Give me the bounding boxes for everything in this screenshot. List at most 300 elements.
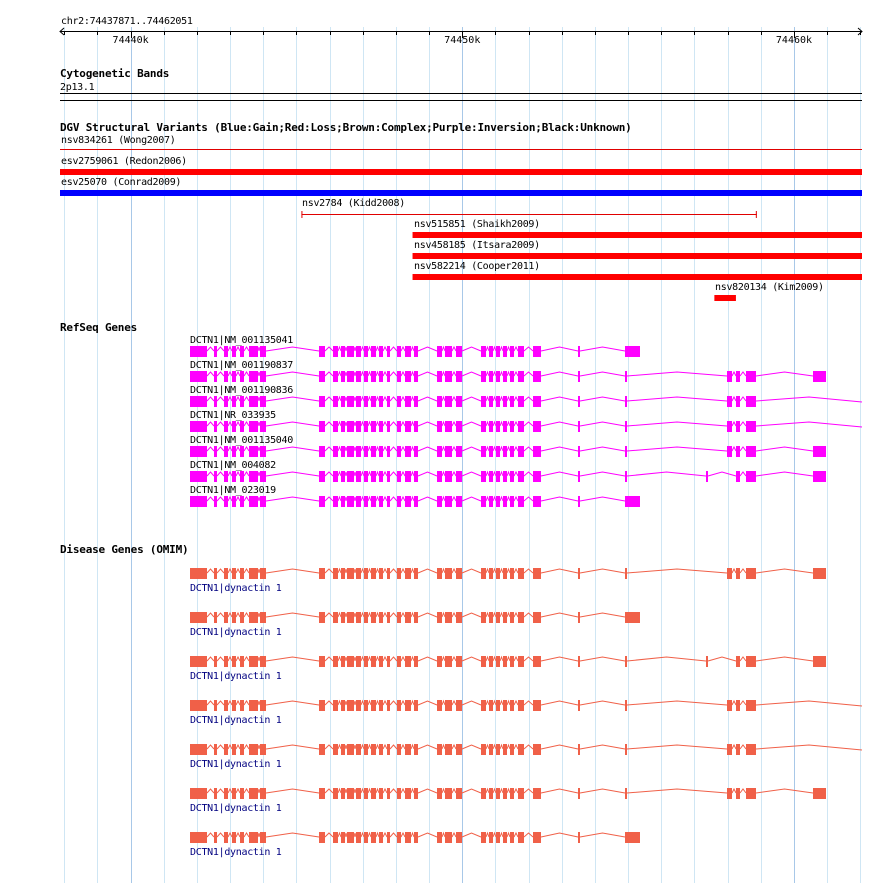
exon[interactable] (625, 471, 627, 482)
exon[interactable] (578, 471, 580, 482)
exon[interactable] (387, 371, 390, 382)
exon[interactable] (405, 612, 411, 623)
exon[interactable] (260, 346, 266, 357)
exon[interactable] (578, 832, 580, 843)
exon[interactable] (456, 788, 462, 799)
exon[interactable] (437, 744, 442, 755)
exon[interactable] (437, 396, 442, 407)
exon[interactable] (232, 396, 236, 407)
exon[interactable] (356, 346, 361, 357)
omim-feature-label[interactable]: DCTN1|dynactin 1 (190, 583, 282, 594)
exon[interactable] (456, 612, 462, 623)
exon[interactable] (387, 656, 390, 667)
exon[interactable] (397, 396, 401, 407)
exon[interactable] (347, 496, 354, 507)
exon[interactable] (533, 446, 541, 457)
exon[interactable] (249, 446, 258, 457)
exon[interactable] (347, 744, 354, 755)
exon[interactable] (503, 346, 507, 357)
exon[interactable] (214, 744, 217, 755)
exon[interactable] (489, 832, 493, 843)
exon[interactable] (232, 371, 236, 382)
exon[interactable] (260, 568, 266, 579)
exon[interactable] (333, 446, 338, 457)
refseq-transcript-glyph[interactable] (0, 469, 890, 483)
exon[interactable] (379, 788, 383, 799)
exon[interactable] (578, 346, 580, 357)
exon[interactable] (489, 471, 493, 482)
exon[interactable] (405, 421, 411, 432)
exon[interactable] (445, 788, 452, 799)
exon[interactable] (510, 471, 514, 482)
exon[interactable] (727, 371, 732, 382)
exon[interactable] (371, 744, 376, 755)
exon[interactable] (333, 656, 338, 667)
dgv-variant-glyph[interactable] (0, 251, 890, 261)
exon[interactable] (260, 396, 266, 407)
exon[interactable] (371, 496, 376, 507)
exon[interactable] (533, 568, 541, 579)
exon[interactable] (437, 421, 442, 432)
exon[interactable] (379, 656, 383, 667)
exon[interactable] (736, 396, 740, 407)
exon[interactable] (625, 568, 627, 579)
exon[interactable] (510, 700, 514, 711)
exon[interactable] (437, 371, 442, 382)
exon[interactable] (240, 700, 244, 711)
exon[interactable] (445, 471, 452, 482)
exon[interactable] (224, 568, 228, 579)
exon[interactable] (456, 496, 462, 507)
exon[interactable] (249, 832, 258, 843)
exon[interactable] (414, 421, 418, 432)
exon[interactable] (341, 612, 345, 623)
exon[interactable] (333, 832, 338, 843)
exon[interactable] (333, 371, 338, 382)
exon[interactable] (333, 496, 338, 507)
exon[interactable] (578, 421, 580, 432)
exon[interactable] (414, 346, 418, 357)
exon[interactable] (736, 421, 740, 432)
exon[interactable] (813, 371, 826, 382)
exon[interactable] (224, 471, 228, 482)
exon[interactable] (356, 396, 361, 407)
exon[interactable] (456, 656, 462, 667)
exon[interactable] (214, 396, 217, 407)
exon[interactable] (489, 788, 493, 799)
variant-bar[interactable] (714, 295, 736, 301)
exon[interactable] (445, 421, 452, 432)
exon[interactable] (518, 788, 524, 799)
exon[interactable] (249, 496, 258, 507)
exon[interactable] (341, 656, 345, 667)
exon[interactable] (347, 346, 354, 357)
exon[interactable] (510, 421, 514, 432)
exon[interactable] (578, 568, 580, 579)
refseq-transcript-label[interactable]: DCTN1|NR_033935 (190, 410, 276, 421)
exon[interactable] (414, 788, 418, 799)
exon[interactable] (405, 700, 411, 711)
exon[interactable] (727, 700, 732, 711)
exon[interactable] (405, 496, 411, 507)
exon[interactable] (379, 496, 383, 507)
exon[interactable] (578, 396, 580, 407)
omim-feature-glyph[interactable] (0, 610, 890, 624)
exon[interactable] (481, 568, 486, 579)
exon[interactable] (260, 371, 266, 382)
exon[interactable] (481, 346, 486, 357)
omim-feature-glyph[interactable] (0, 742, 890, 756)
exon[interactable] (481, 371, 486, 382)
exon[interactable] (397, 346, 401, 357)
exon[interactable] (503, 744, 507, 755)
exon[interactable] (625, 744, 627, 755)
exon[interactable] (224, 371, 228, 382)
exon[interactable] (387, 446, 390, 457)
exon[interactable] (240, 832, 244, 843)
exon[interactable] (456, 396, 462, 407)
exon[interactable] (496, 744, 500, 755)
exon[interactable] (746, 788, 756, 799)
exon[interactable] (746, 396, 756, 407)
refseq-transcript-label[interactable]: DCTN1|NM_001135041 (190, 335, 293, 346)
exon[interactable] (496, 396, 500, 407)
exon[interactable] (240, 421, 244, 432)
exon[interactable] (503, 832, 507, 843)
exon[interactable] (364, 832, 368, 843)
exon[interactable] (625, 371, 627, 382)
exon[interactable] (214, 446, 217, 457)
exon[interactable] (224, 496, 228, 507)
exon[interactable] (387, 568, 390, 579)
exon[interactable] (746, 471, 756, 482)
exon[interactable] (518, 471, 524, 482)
exon[interactable] (489, 396, 493, 407)
exon[interactable] (214, 788, 217, 799)
exon[interactable] (190, 788, 207, 799)
exon[interactable] (260, 496, 266, 507)
exon[interactable] (518, 396, 524, 407)
exon[interactable] (405, 788, 411, 799)
exon[interactable] (379, 371, 383, 382)
exon[interactable] (489, 496, 493, 507)
exon[interactable] (437, 788, 442, 799)
exon[interactable] (481, 446, 486, 457)
exon[interactable] (445, 656, 452, 667)
exon[interactable] (356, 421, 361, 432)
exon[interactable] (260, 700, 266, 711)
exon[interactable] (445, 832, 452, 843)
exon[interactable] (746, 446, 756, 457)
exon[interactable] (813, 656, 826, 667)
exon[interactable] (625, 832, 640, 843)
exon[interactable] (437, 568, 442, 579)
exon[interactable] (533, 371, 541, 382)
exon[interactable] (371, 471, 376, 482)
exon[interactable] (249, 568, 258, 579)
exon[interactable] (364, 371, 368, 382)
exon[interactable] (214, 832, 217, 843)
exon[interactable] (736, 568, 740, 579)
exon[interactable] (319, 396, 325, 407)
exon[interactable] (214, 346, 217, 357)
exon[interactable] (706, 656, 708, 667)
exon[interactable] (387, 496, 390, 507)
exon[interactable] (414, 471, 418, 482)
omim-feature-glyph[interactable] (0, 566, 890, 580)
exon[interactable] (341, 396, 345, 407)
exon[interactable] (260, 446, 266, 457)
exon[interactable] (356, 568, 361, 579)
exon[interactable] (496, 446, 500, 457)
exon[interactable] (364, 612, 368, 623)
exon[interactable] (518, 612, 524, 623)
exon[interactable] (813, 788, 826, 799)
exon[interactable] (456, 568, 462, 579)
exon[interactable] (214, 612, 217, 623)
exon[interactable] (578, 371, 580, 382)
exon[interactable] (341, 788, 345, 799)
exon[interactable] (341, 744, 345, 755)
exon[interactable] (341, 496, 345, 507)
exon[interactable] (445, 612, 452, 623)
exon[interactable] (240, 496, 244, 507)
exon[interactable] (249, 421, 258, 432)
exon[interactable] (736, 656, 740, 667)
exon[interactable] (379, 612, 383, 623)
exon[interactable] (518, 832, 524, 843)
exon[interactable] (379, 832, 383, 843)
exon[interactable] (224, 396, 228, 407)
exon[interactable] (533, 788, 541, 799)
exon[interactable] (364, 396, 368, 407)
exon[interactable] (405, 446, 411, 457)
exon[interactable] (387, 396, 390, 407)
exon[interactable] (341, 568, 345, 579)
exon[interactable] (533, 656, 541, 667)
exon[interactable] (533, 421, 541, 432)
exon[interactable] (727, 788, 732, 799)
exon[interactable] (240, 656, 244, 667)
exon[interactable] (414, 612, 418, 623)
exon[interactable] (371, 346, 376, 357)
exon[interactable] (240, 371, 244, 382)
exon[interactable] (371, 832, 376, 843)
exon[interactable] (356, 788, 361, 799)
refseq-transcript-glyph[interactable] (0, 419, 890, 433)
exon[interactable] (333, 346, 338, 357)
omim-feature-glyph[interactable] (0, 698, 890, 712)
exon[interactable] (341, 832, 345, 843)
exon[interactable] (364, 568, 368, 579)
exon[interactable] (319, 700, 325, 711)
exon[interactable] (224, 612, 228, 623)
exon[interactable] (397, 371, 401, 382)
exon[interactable] (625, 446, 627, 457)
dgv-variant-label[interactable]: nsv2784 (Kidd2008) (302, 198, 405, 209)
omim-feature-label[interactable]: DCTN1|dynactin 1 (190, 759, 282, 770)
exon[interactable] (533, 744, 541, 755)
exon[interactable] (533, 612, 541, 623)
exon[interactable] (481, 788, 486, 799)
exon[interactable] (319, 612, 325, 623)
exon[interactable] (706, 471, 708, 482)
exon[interactable] (578, 744, 580, 755)
exon[interactable] (510, 371, 514, 382)
exon[interactable] (510, 496, 514, 507)
exon[interactable] (489, 744, 493, 755)
exon[interactable] (746, 568, 756, 579)
exon[interactable] (364, 421, 368, 432)
exon[interactable] (533, 832, 541, 843)
exon[interactable] (319, 421, 325, 432)
exon[interactable] (489, 446, 493, 457)
exon[interactable] (445, 700, 452, 711)
exon[interactable] (578, 656, 580, 667)
exon[interactable] (232, 788, 236, 799)
exon[interactable] (736, 788, 740, 799)
exon[interactable] (224, 656, 228, 667)
exon[interactable] (341, 346, 345, 357)
exon[interactable] (496, 700, 500, 711)
exon[interactable] (481, 421, 486, 432)
exon[interactable] (533, 346, 541, 357)
exon[interactable] (190, 568, 207, 579)
exon[interactable] (319, 656, 325, 667)
exon[interactable] (518, 744, 524, 755)
exon[interactable] (232, 568, 236, 579)
exon[interactable] (260, 744, 266, 755)
exon[interactable] (727, 446, 732, 457)
dgv-variant-glyph[interactable] (0, 167, 890, 177)
exon[interactable] (379, 346, 383, 357)
exon[interactable] (405, 568, 411, 579)
exon[interactable] (240, 612, 244, 623)
exon[interactable] (437, 346, 442, 357)
exon[interactable] (249, 396, 258, 407)
exon[interactable] (496, 471, 500, 482)
exon[interactable] (260, 788, 266, 799)
exon[interactable] (503, 496, 507, 507)
exon[interactable] (456, 744, 462, 755)
exon[interactable] (503, 568, 507, 579)
exon[interactable] (190, 744, 207, 755)
exon[interactable] (813, 446, 826, 457)
exon[interactable] (727, 744, 732, 755)
exon[interactable] (356, 496, 361, 507)
exon[interactable] (736, 700, 740, 711)
exon[interactable] (319, 832, 325, 843)
omim-feature-label[interactable]: DCTN1|dynactin 1 (190, 803, 282, 814)
exon[interactable] (371, 568, 376, 579)
exon[interactable] (510, 346, 514, 357)
exon[interactable] (496, 496, 500, 507)
exon[interactable] (503, 421, 507, 432)
exon[interactable] (533, 471, 541, 482)
exon[interactable] (347, 700, 354, 711)
exon[interactable] (232, 421, 236, 432)
exon[interactable] (190, 421, 207, 432)
exon[interactable] (727, 421, 732, 432)
exon[interactable] (510, 568, 514, 579)
exon[interactable] (333, 421, 338, 432)
exon[interactable] (379, 700, 383, 711)
exon[interactable] (533, 700, 541, 711)
exon[interactable] (445, 496, 452, 507)
exon[interactable] (364, 700, 368, 711)
exon[interactable] (214, 656, 217, 667)
exon[interactable] (319, 568, 325, 579)
exon[interactable] (190, 700, 207, 711)
exon[interactable] (625, 788, 627, 799)
exon[interactable] (746, 371, 756, 382)
exon[interactable] (240, 471, 244, 482)
exon[interactable] (190, 496, 207, 507)
exon[interactable] (496, 832, 500, 843)
exon[interactable] (510, 832, 514, 843)
exon[interactable] (319, 371, 325, 382)
dgv-variant-glyph[interactable] (0, 293, 890, 303)
refseq-transcript-label[interactable]: DCTN1|NM_004082 (190, 460, 276, 471)
exon[interactable] (397, 612, 401, 623)
exon[interactable] (625, 396, 627, 407)
exon[interactable] (341, 446, 345, 457)
exon[interactable] (489, 421, 493, 432)
refseq-transcript-glyph[interactable] (0, 344, 890, 358)
exon[interactable] (356, 656, 361, 667)
exon[interactable] (190, 371, 207, 382)
exon[interactable] (249, 700, 258, 711)
exon[interactable] (341, 700, 345, 711)
exon[interactable] (260, 656, 266, 667)
exon[interactable] (736, 446, 740, 457)
exon[interactable] (445, 568, 452, 579)
exon[interactable] (481, 700, 486, 711)
exon[interactable] (333, 471, 338, 482)
exon[interactable] (364, 744, 368, 755)
exon[interactable] (347, 371, 354, 382)
exon[interactable] (510, 788, 514, 799)
exon[interactable] (333, 568, 338, 579)
exon[interactable] (364, 446, 368, 457)
variant-bar[interactable] (60, 190, 862, 196)
exon[interactable] (341, 471, 345, 482)
exon[interactable] (260, 421, 266, 432)
exon[interactable] (224, 421, 228, 432)
exon[interactable] (503, 700, 507, 711)
exon[interactable] (481, 471, 486, 482)
exon[interactable] (727, 568, 732, 579)
exon[interactable] (356, 371, 361, 382)
exon[interactable] (379, 421, 383, 432)
exon[interactable] (625, 700, 627, 711)
exon[interactable] (379, 471, 383, 482)
exon[interactable] (578, 700, 580, 711)
exon[interactable] (341, 421, 345, 432)
exon[interactable] (190, 832, 207, 843)
exon[interactable] (813, 568, 826, 579)
exon[interactable] (387, 744, 390, 755)
exon[interactable] (240, 346, 244, 357)
exon[interactable] (481, 612, 486, 623)
dgv-variant-glyph[interactable] (0, 230, 890, 240)
exon[interactable] (397, 568, 401, 579)
exon[interactable] (356, 612, 361, 623)
exon[interactable] (414, 656, 418, 667)
exon[interactable] (518, 656, 524, 667)
exon[interactable] (371, 700, 376, 711)
exon[interactable] (249, 346, 258, 357)
